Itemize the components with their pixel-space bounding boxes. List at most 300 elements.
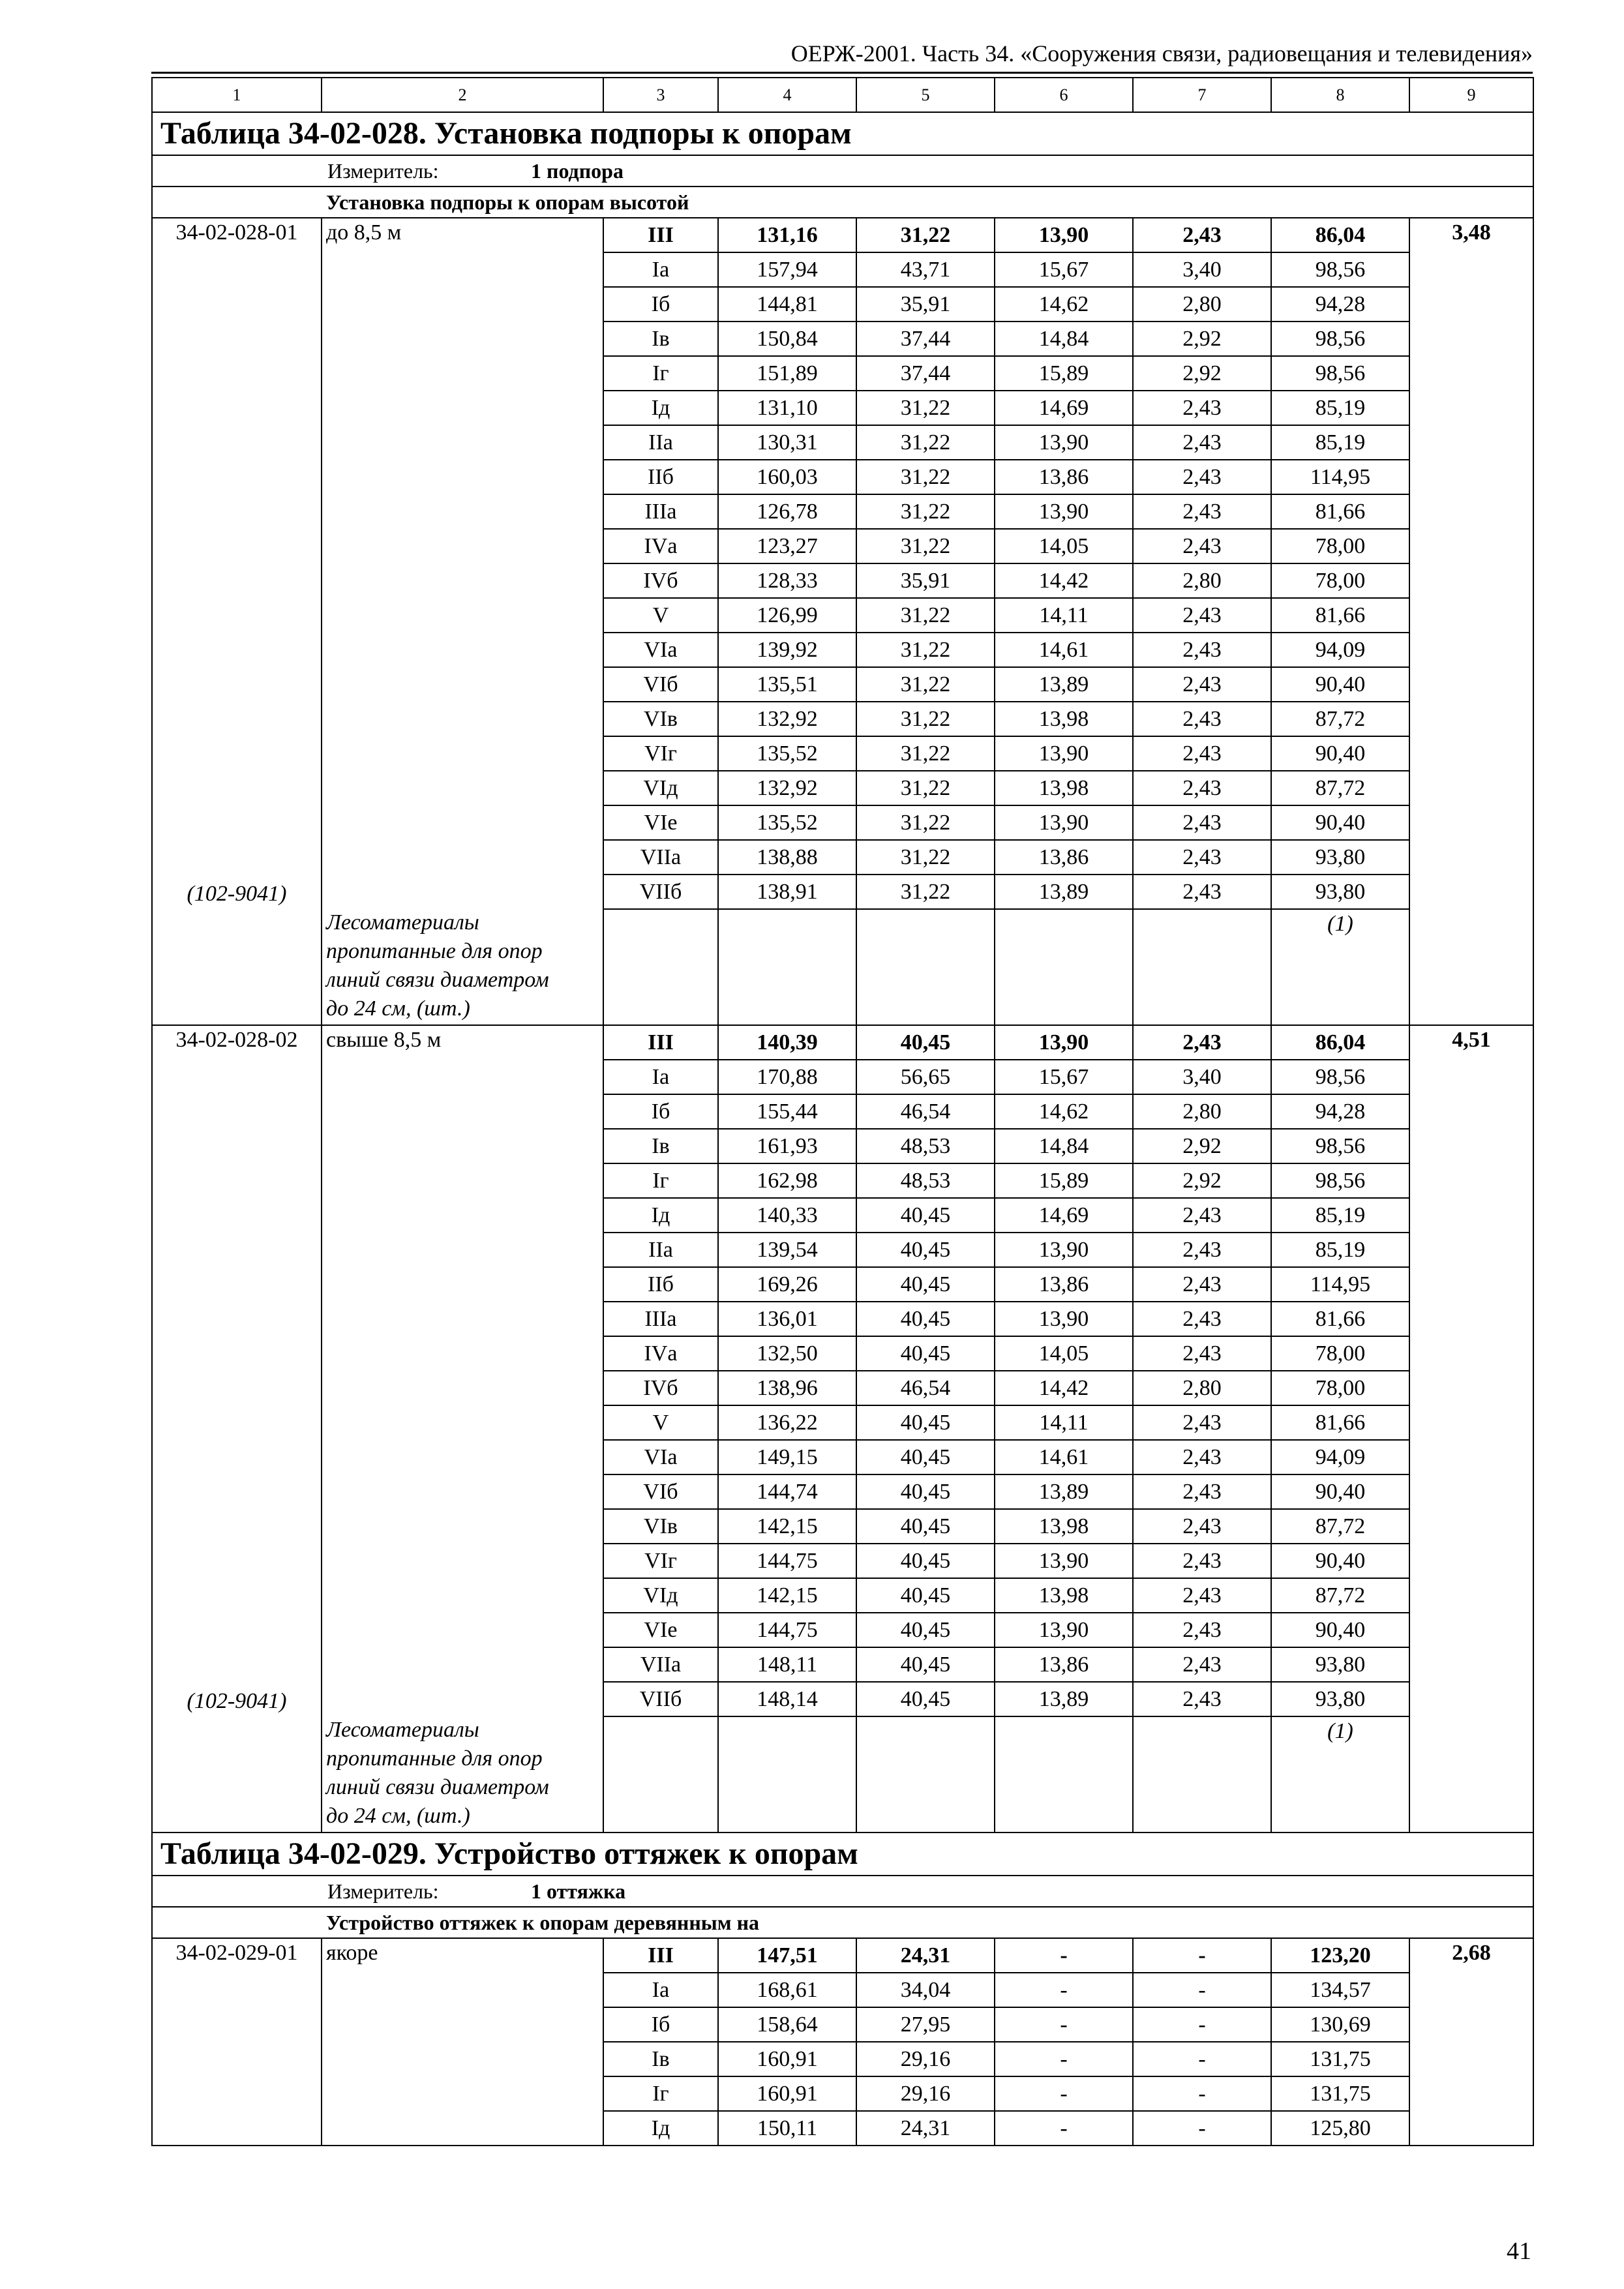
value-cell: 144,74 [718, 1474, 856, 1509]
value-cell: 24,31 [856, 2111, 995, 2146]
value-cell: 46,54 [856, 1094, 995, 1129]
value-cell: 114,95 [1271, 1267, 1409, 1302]
value-cell: 31,22 [856, 529, 995, 563]
material-line: до 24 см, (шт.) [326, 996, 470, 1021]
value-cell: 13,86 [995, 840, 1133, 875]
value-cell: 160,91 [718, 2076, 856, 2111]
zone-cell: IIб [603, 1267, 718, 1302]
value-cell: 78,00 [1271, 1336, 1409, 1371]
zone-cell: VIа [603, 633, 718, 667]
value-cell: 29,16 [856, 2076, 995, 2111]
table-title: Таблица 34-02-028. Установка подпоры к опорам [152, 112, 1533, 155]
value-cell: 40,45 [856, 1267, 995, 1302]
material-empty-cell [856, 909, 995, 1025]
value-cell: 90,40 [1271, 667, 1409, 702]
zone-cell: IIа [603, 1233, 718, 1267]
value-cell: 2,43 [1133, 460, 1271, 494]
value-cell: 150,84 [718, 322, 856, 356]
zone-cell: IVа [603, 1336, 718, 1371]
value-cell: 34,04 [856, 1973, 995, 2007]
value-cell: 135,52 [718, 736, 856, 771]
value-cell: 2,92 [1133, 1163, 1271, 1198]
zone-cell: VIг [603, 736, 718, 771]
value-cell: 2,43 [1133, 1302, 1271, 1336]
material-code: (102-9041) [187, 882, 287, 906]
zone-cell: Iа [603, 1973, 718, 2007]
value-cell: 94,09 [1271, 1440, 1409, 1474]
value-cell: 14,05 [995, 529, 1133, 563]
value-cell: 138,91 [718, 875, 856, 909]
value-cell: 13,90 [995, 1544, 1133, 1578]
section-row [152, 187, 1533, 218]
value-cell: 2,43 [1133, 805, 1271, 840]
norm-description: якоре [322, 1938, 603, 2146]
value-cell: 13,89 [995, 875, 1133, 909]
labor-rate: 2,68 [1409, 1938, 1533, 2146]
value-cell: 132,92 [718, 771, 856, 805]
column-number: 5 [856, 78, 995, 112]
value-cell: 93,80 [1271, 840, 1409, 875]
value-cell: 128,33 [718, 563, 856, 598]
value-cell: 170,88 [718, 1060, 856, 1094]
value-cell: 161,93 [718, 1129, 856, 1163]
measure-label: Измеритель: [327, 1879, 439, 1903]
value-cell: 14,11 [995, 1405, 1133, 1440]
material-description [326, 908, 601, 1023]
value-cell: 87,72 [1271, 1578, 1409, 1613]
value-cell: 98,56 [1271, 322, 1409, 356]
value-cell: 125,80 [1271, 2111, 1409, 2146]
value-cell: 140,33 [718, 1198, 856, 1233]
zone-cell: III [603, 1025, 718, 1060]
value-cell: 15,89 [995, 1163, 1133, 1198]
value-cell: 158,64 [718, 2007, 856, 2042]
zone-cell: VIг [603, 1544, 718, 1578]
value-cell: 2,43 [1133, 1336, 1271, 1371]
value-cell: 114,95 [1271, 460, 1409, 494]
measure-cell [152, 1876, 1533, 1907]
value-cell: 2,43 [1133, 736, 1271, 771]
value-cell: 2,43 [1133, 771, 1271, 805]
material-empty-cell [995, 909, 1133, 1025]
value-cell: 40,45 [856, 1405, 995, 1440]
material-empty-cell [995, 1716, 1133, 1833]
value-cell: 13,90 [995, 425, 1133, 460]
material-line: линий связи диаметром [326, 1775, 549, 1799]
value-cell: 87,72 [1271, 771, 1409, 805]
value-cell: 40,45 [856, 1647, 995, 1682]
value-cell: 2,43 [1133, 1647, 1271, 1682]
value-cell: 131,75 [1271, 2076, 1409, 2111]
zone-cell: VIд [603, 1578, 718, 1613]
value-cell: 147,51 [718, 1938, 856, 1973]
material-line: линий связи диаметром [326, 968, 549, 992]
zone-cell: Iб [603, 2007, 718, 2042]
value-cell: 151,89 [718, 356, 856, 391]
value-cell: 40,45 [856, 1440, 995, 1474]
value-cell: 31,22 [856, 805, 995, 840]
norm-code-text: 34-02-028-01 [175, 220, 298, 245]
value-cell: 2,43 [1133, 598, 1271, 633]
material-empty-cell [603, 1716, 718, 1833]
value-cell: 132,92 [718, 702, 856, 736]
value-cell: 85,19 [1271, 391, 1409, 425]
value-cell: - [1133, 2111, 1271, 2146]
value-cell: - [995, 2111, 1133, 2146]
norm-code-text: 34-02-028-02 [175, 1028, 298, 1052]
value-cell: 48,53 [856, 1129, 995, 1163]
value-cell: 3,40 [1133, 252, 1271, 287]
value-cell: 87,72 [1271, 1509, 1409, 1544]
norms-table [151, 77, 1534, 2146]
section-heading: Устройство оттяжек к опорам деревянным на [152, 1907, 1533, 1938]
value-cell: 40,45 [856, 1613, 995, 1647]
value-cell: 40,45 [856, 1302, 995, 1336]
zone-cell: VIд [603, 771, 718, 805]
value-cell: 31,22 [856, 598, 995, 633]
material-empty-cell [1133, 1716, 1271, 1833]
value-cell: 131,10 [718, 391, 856, 425]
value-cell: 29,16 [856, 2042, 995, 2076]
value-cell: 2,92 [1133, 322, 1271, 356]
value-cell: 37,44 [856, 356, 995, 391]
zone-cell: VIIа [603, 840, 718, 875]
zone-cell: VIв [603, 702, 718, 736]
value-cell: 40,45 [856, 1336, 995, 1371]
material-empty-cell [856, 1716, 995, 1833]
value-cell: 94,28 [1271, 1094, 1409, 1129]
column-number: 7 [1133, 78, 1271, 112]
value-cell: 134,57 [1271, 1973, 1409, 2007]
value-cell: 15,67 [995, 1060, 1133, 1094]
value-cell: 14,42 [995, 1371, 1133, 1405]
value-cell: - [995, 1938, 1133, 1973]
value-cell: 56,65 [856, 1060, 995, 1094]
value-cell: 2,80 [1133, 1371, 1271, 1405]
value-cell: 2,80 [1133, 563, 1271, 598]
labor-rate: 4,51 [1409, 1025, 1533, 1833]
value-cell: 2,43 [1133, 1198, 1271, 1233]
column-number-row [152, 78, 1533, 112]
value-cell: 13,90 [995, 736, 1133, 771]
value-cell: 40,45 [856, 1509, 995, 1544]
value-cell: 15,89 [995, 356, 1133, 391]
material-empty-cell [718, 1716, 856, 1833]
zone-cell: IIб [603, 460, 718, 494]
table-row [152, 1938, 1533, 1973]
material-empty-cell [1133, 909, 1271, 1025]
value-cell: 98,56 [1271, 1163, 1409, 1198]
norm-code [152, 1025, 322, 1833]
header-rule [151, 72, 1533, 74]
zone-cell: IIа [603, 425, 718, 460]
value-cell: 2,43 [1133, 633, 1271, 667]
value-cell: 2,43 [1133, 875, 1271, 909]
section-heading: Установка подпоры к опорам высотой [152, 187, 1533, 218]
value-cell: 2,43 [1133, 1233, 1271, 1267]
value-cell: - [1133, 1973, 1271, 2007]
value-cell: 98,56 [1271, 1060, 1409, 1094]
value-cell: 87,72 [1271, 702, 1409, 736]
value-cell: 40,45 [856, 1578, 995, 1613]
value-cell: 136,22 [718, 1405, 856, 1440]
running-header: ОЕРЖ-2001. Часть 34. «Сооружения связи, радиовещания и телевидения» [790, 40, 1533, 67]
value-cell: 31,22 [856, 391, 995, 425]
material-line: пропитанные для опор [326, 1746, 543, 1771]
material-description [326, 1716, 601, 1831]
value-cell: 132,50 [718, 1336, 856, 1371]
value-cell: 31,22 [856, 840, 995, 875]
value-cell: 31,22 [856, 875, 995, 909]
value-cell: 40,45 [856, 1682, 995, 1716]
value-cell: 98,56 [1271, 252, 1409, 287]
material-empty-cell [603, 909, 718, 1025]
value-cell: 81,66 [1271, 1405, 1409, 1440]
value-cell: 85,19 [1271, 1198, 1409, 1233]
measure-row [152, 1876, 1533, 1907]
value-cell: 13,86 [995, 460, 1133, 494]
value-cell: 48,53 [856, 1163, 995, 1198]
zone-cell: IVб [603, 1371, 718, 1405]
column-number: 2 [322, 78, 603, 112]
value-cell: 37,44 [856, 322, 995, 356]
value-cell: 3,40 [1133, 1060, 1271, 1094]
value-cell: 13,86 [995, 1647, 1133, 1682]
material-code: (102-9041) [187, 1689, 287, 1713]
table-title-row [152, 1833, 1533, 1876]
value-cell: 31,22 [856, 771, 995, 805]
value-cell: 149,15 [718, 1440, 856, 1474]
value-cell: 2,43 [1133, 840, 1271, 875]
value-cell: 2,43 [1133, 1682, 1271, 1716]
value-cell: 2,43 [1133, 1405, 1271, 1440]
measure-cell [152, 155, 1533, 187]
value-cell: - [995, 2042, 1133, 2076]
zone-cell: Iг [603, 2076, 718, 2111]
value-cell: 27,95 [856, 2007, 995, 2042]
value-cell: 2,43 [1133, 1440, 1271, 1474]
value-cell: 93,80 [1271, 1647, 1409, 1682]
value-cell: 2,43 [1133, 1474, 1271, 1509]
value-cell: 40,45 [856, 1198, 995, 1233]
value-cell: 2,43 [1133, 391, 1271, 425]
zone-cell: Iг [603, 1163, 718, 1198]
value-cell: 148,11 [718, 1647, 856, 1682]
zone-cell: Iа [603, 252, 718, 287]
value-cell: 13,90 [995, 218, 1133, 252]
value-cell: 13,90 [995, 494, 1133, 529]
material-empty-cell [718, 909, 856, 1025]
value-cell: 2,80 [1133, 287, 1271, 322]
value-cell: 31,22 [856, 494, 995, 529]
value-cell: 142,15 [718, 1578, 856, 1613]
value-cell: - [1133, 2076, 1271, 2111]
zone-cell: IIIа [603, 494, 718, 529]
zone-cell: IVа [603, 529, 718, 563]
zone-cell: Iб [603, 1094, 718, 1129]
value-cell: 135,51 [718, 667, 856, 702]
value-cell: 2,43 [1133, 494, 1271, 529]
value-cell: 2,43 [1133, 425, 1271, 460]
value-cell: 14,05 [995, 1336, 1133, 1371]
value-cell: 169,26 [718, 1267, 856, 1302]
column-number: 1 [152, 78, 322, 112]
value-cell: 13,90 [995, 805, 1133, 840]
value-cell: 14,11 [995, 598, 1133, 633]
value-cell: - [1133, 2007, 1271, 2042]
norm-description-text: до 8,5 м [326, 220, 402, 245]
value-cell: 123,20 [1271, 1938, 1409, 1973]
value-cell: 31,22 [856, 736, 995, 771]
value-cell: 2,43 [1133, 1613, 1271, 1647]
value-cell: 168,61 [718, 1973, 856, 2007]
value-cell: 14,84 [995, 1129, 1133, 1163]
value-cell: 85,19 [1271, 1233, 1409, 1267]
norm-description-text: свыше 8,5 м [326, 1028, 442, 1052]
value-cell: 78,00 [1271, 1371, 1409, 1405]
value-cell: 13,90 [995, 1613, 1133, 1647]
value-cell: 13,98 [995, 771, 1133, 805]
value-cell: 86,04 [1271, 218, 1409, 252]
value-cell: 13,89 [995, 1474, 1133, 1509]
value-cell: 14,69 [995, 391, 1133, 425]
value-cell: 2,92 [1133, 356, 1271, 391]
column-number: 3 [603, 78, 718, 112]
column-number: 8 [1271, 78, 1409, 112]
value-cell: 160,91 [718, 2042, 856, 2076]
value-cell: 13,98 [995, 702, 1133, 736]
value-cell: 93,80 [1271, 875, 1409, 909]
value-cell: 40,45 [856, 1233, 995, 1267]
value-cell: 138,88 [718, 840, 856, 875]
material-line: Лесоматериалы [326, 910, 479, 935]
value-cell: - [995, 2076, 1133, 2111]
value-cell: 140,39 [718, 1025, 856, 1060]
measure-value: 1 подпора [531, 159, 624, 183]
value-cell: 93,80 [1271, 1682, 1409, 1716]
table-title: Таблица 34-02-029. Устройство оттяжек к опорам [152, 1833, 1533, 1876]
value-cell: 85,19 [1271, 425, 1409, 460]
value-cell: 13,89 [995, 667, 1133, 702]
value-cell: 81,66 [1271, 1302, 1409, 1336]
zone-cell: Iд [603, 2111, 718, 2146]
value-cell: 144,75 [718, 1544, 856, 1578]
zone-cell: Iв [603, 2042, 718, 2076]
value-cell: 31,22 [856, 702, 995, 736]
value-cell: 131,16 [718, 218, 856, 252]
zone-cell: III [603, 1938, 718, 1973]
measure-label: Измеритель: [327, 159, 439, 183]
value-cell: 94,09 [1271, 633, 1409, 667]
value-cell: 139,54 [718, 1233, 856, 1267]
zone-cell: III [603, 218, 718, 252]
section-row [152, 1907, 1533, 1938]
value-cell: 35,91 [856, 287, 995, 322]
value-cell: - [995, 1973, 1133, 2007]
value-cell: 40,45 [856, 1025, 995, 1060]
value-cell: 162,98 [718, 1163, 856, 1198]
value-cell: 46,54 [856, 1371, 995, 1405]
value-cell: 14,42 [995, 563, 1133, 598]
value-cell: 90,40 [1271, 1474, 1409, 1509]
column-number: 4 [718, 78, 856, 112]
value-cell: 14,61 [995, 1440, 1133, 1474]
zone-cell: Iв [603, 322, 718, 356]
zone-cell: VIе [603, 805, 718, 840]
table-row [152, 218, 1533, 252]
zone-cell: Iд [603, 391, 718, 425]
material-line: пропитанные для опор [326, 939, 543, 963]
value-cell: 98,56 [1271, 356, 1409, 391]
value-cell: 86,04 [1271, 1025, 1409, 1060]
value-cell: 131,75 [1271, 2042, 1409, 2076]
page-number: 41 [1507, 2237, 1531, 2265]
zone-cell: V [603, 598, 718, 633]
value-cell: 2,43 [1133, 529, 1271, 563]
zone-cell: VIа [603, 1440, 718, 1474]
value-cell: 31,22 [856, 667, 995, 702]
zone-cell: VIе [603, 1613, 718, 1647]
zone-cell: VIб [603, 667, 718, 702]
value-cell: - [1133, 2042, 1271, 2076]
value-cell: 148,14 [718, 1682, 856, 1716]
table-row [152, 1025, 1533, 1060]
zone-cell: Iв [603, 1129, 718, 1163]
material-line: до 24 см, (шт.) [326, 1804, 470, 1828]
column-number: 6 [995, 78, 1133, 112]
value-cell: 2,43 [1133, 1025, 1271, 1060]
zone-cell: Iд [603, 1198, 718, 1233]
zone-cell: VIIб [603, 1682, 718, 1716]
table-title-row [152, 112, 1533, 155]
value-cell: 43,71 [856, 252, 995, 287]
value-cell: 150,11 [718, 2111, 856, 2146]
value-cell: 2,43 [1133, 1267, 1271, 1302]
value-cell: 13,90 [995, 1233, 1133, 1267]
value-cell: 78,00 [1271, 563, 1409, 598]
measure-value: 1 оттяжка [531, 1879, 626, 1903]
value-cell: 136,01 [718, 1302, 856, 1336]
value-cell: - [1133, 1938, 1271, 1973]
zone-cell: Iа [603, 1060, 718, 1094]
norm-code [152, 218, 322, 1025]
value-cell: 31,22 [856, 460, 995, 494]
value-cell: 24,31 [856, 1938, 995, 1973]
material-qty: (1) [1271, 909, 1409, 1025]
value-cell: 2,43 [1133, 702, 1271, 736]
value-cell: 13,89 [995, 1682, 1133, 1716]
value-cell: 81,66 [1271, 494, 1409, 529]
zone-cell: IVб [603, 563, 718, 598]
material-qty: (1) [1271, 1716, 1409, 1833]
value-cell: 2,43 [1133, 218, 1271, 252]
value-cell: 155,44 [718, 1094, 856, 1129]
value-cell: 35,91 [856, 563, 995, 598]
value-cell: 90,40 [1271, 1613, 1409, 1647]
value-cell: 14,69 [995, 1198, 1133, 1233]
norm-description [322, 218, 603, 1025]
labor-rate: 3,48 [1409, 218, 1533, 1025]
value-cell: 31,22 [856, 218, 995, 252]
value-cell: 81,66 [1271, 598, 1409, 633]
zone-cell: Iг [603, 356, 718, 391]
value-cell: 130,69 [1271, 2007, 1409, 2042]
value-cell: 123,27 [718, 529, 856, 563]
value-cell: - [995, 2007, 1133, 2042]
value-cell: 40,45 [856, 1474, 995, 1509]
value-cell: 2,92 [1133, 1129, 1271, 1163]
value-cell: 13,98 [995, 1578, 1133, 1613]
